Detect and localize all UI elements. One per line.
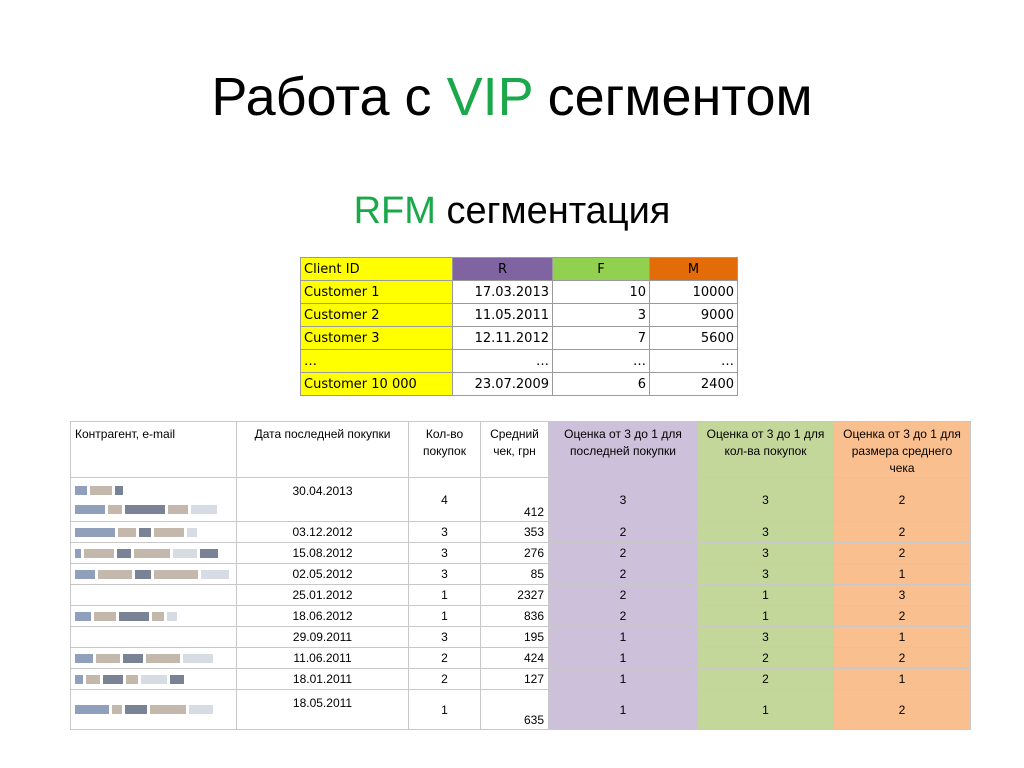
blurred-email-icon [75,705,232,714]
table-row [71,543,971,564]
rfm-cell-f: … [553,350,650,373]
table-row [301,304,738,327]
cell-f-score: 3 [698,627,834,648]
cell-m-score: 2 [834,522,971,543]
cell-avg: 195 [481,627,549,648]
table-row [71,606,971,627]
rfm-cell-m: 5600 [650,327,738,350]
cell-r-score: 3 [549,478,698,522]
redacted-contact [71,522,237,543]
slide-subtitle [0,186,1024,236]
cell-f-score: 3 [698,564,834,585]
cell-m-score: 2 [834,606,971,627]
redacted-contact [71,564,237,585]
cell-date: 18.06.2012 [237,606,409,627]
seg-header-name: Контрагент, e-mail [71,422,237,478]
subtitle-rest: сегментация [435,190,671,232]
blurred-email-icon [75,528,232,537]
cell-f-score: 2 [698,669,834,690]
cell-count: 3 [409,564,481,585]
cell-m-score: 1 [834,627,971,648]
rfm-cell-m: 10000 [650,281,738,304]
blurred-email-icon [75,675,232,684]
cell-count: 3 [409,522,481,543]
rfm-table [300,257,738,396]
cell-count: 2 [409,648,481,669]
rfm-cell-id: Customer 3 [301,327,453,350]
cell-f-score: 1 [698,606,834,627]
rfm-cell-id: Customer 2 [301,304,453,327]
cell-date: 15.08.2012 [237,543,409,564]
table-row [71,564,971,585]
rfm-cell-id: Customer 10 000 [301,373,453,396]
redacted-contact [71,627,237,648]
redacted-contact [71,585,237,606]
cell-avg: 412 [481,478,549,522]
cell-r-score: 1 [549,627,698,648]
blurred-email-icon [75,505,232,514]
table-row [301,281,738,304]
cell-f-score: 3 [698,543,834,564]
rfm-header-r: R [453,258,553,281]
blurred-name-icon [75,486,232,495]
rfm-cell-f: 3 [553,304,650,327]
rfm-cell-r: 12.11.2012 [453,327,553,350]
cell-r-score: 2 [549,543,698,564]
segmentation-table [70,421,971,730]
seg-header-date: Дата последней покупки [237,422,409,478]
rfm-cell-f: 10 [553,281,650,304]
blurred-email-icon [75,612,232,621]
cell-avg: 836 [481,606,549,627]
table-row [301,373,738,396]
seg-header-count: Кол-во покупок [409,422,481,478]
cell-date: 18.05.2011 [237,690,409,730]
seg-header-avg: Средний чек, грн [481,422,549,478]
table-row [71,478,971,522]
table-row [71,522,971,543]
rfm-cell-r: 11.05.2011 [453,304,553,327]
cell-avg: 127 [481,669,549,690]
cell-m-score: 3 [834,585,971,606]
table-row [71,669,971,690]
cell-m-score: 2 [834,478,971,522]
table-row [71,627,971,648]
rfm-cell-id: Customer 1 [301,281,453,304]
cell-m-score: 2 [834,690,971,730]
cell-date: 03.12.2012 [237,522,409,543]
cell-r-score: 2 [549,585,698,606]
cell-date: 11.06.2011 [237,648,409,669]
cell-date: 25.01.2012 [237,585,409,606]
cell-avg: 276 [481,543,549,564]
cell-avg: 424 [481,648,549,669]
seg-header-row [71,422,971,478]
cell-r-score: 1 [549,690,698,730]
rfm-header-row [301,258,738,281]
cell-r-score: 2 [549,522,698,543]
cell-count: 3 [409,627,481,648]
rfm-header-f: F [553,258,650,281]
cell-f-score: 2 [698,648,834,669]
redacted-contact [71,543,237,564]
redacted-contact [71,606,237,627]
blurred-email-icon [75,549,232,558]
cell-count: 2 [409,669,481,690]
cell-r-score: 2 [549,606,698,627]
rfm-cell-f: 6 [553,373,650,396]
rfm-header-id: Client ID [301,258,453,281]
slide-title [0,62,1024,132]
table-row [71,690,971,730]
title-before: Работа с [211,67,447,127]
rfm-cell-r: 23.07.2009 [453,373,553,396]
cell-m-score: 2 [834,543,971,564]
table-row [301,327,738,350]
seg-header-r-score: Оценка от 3 до 1 для последней покупки [549,422,698,478]
blurred-email-icon [75,570,232,579]
cell-count: 1 [409,690,481,730]
seg-header-m-score: Оценка от 3 до 1 для размера среднего чека [834,422,971,478]
cell-avg: 353 [481,522,549,543]
table-row [71,648,971,669]
cell-r-score: 2 [549,564,698,585]
redacted-contact [71,478,237,522]
cell-date: 18.01.2011 [237,669,409,690]
table-row [301,350,738,373]
subtitle-accent: RFM [353,190,436,232]
rfm-cell-id: … [301,350,453,373]
rfm-header-m: M [650,258,738,281]
cell-date: 30.04.2013 [237,478,409,522]
cell-f-score: 1 [698,690,834,730]
blurred-email-icon [75,654,232,663]
rfm-cell-m: 2400 [650,373,738,396]
title-accent: VIP [446,67,533,127]
cell-avg: 635 [481,690,549,730]
rfm-cell-m: 9000 [650,304,738,327]
cell-date: 29.09.2011 [237,627,409,648]
title-after: сегментом [532,67,813,127]
cell-avg: 85 [481,564,549,585]
cell-m-score: 1 [834,669,971,690]
rfm-cell-r: … [453,350,553,373]
cell-avg: 2327 [481,585,549,606]
cell-r-score: 1 [549,648,698,669]
cell-count: 4 [409,478,481,522]
cell-r-score: 1 [549,669,698,690]
redacted-contact [71,648,237,669]
cell-m-score: 1 [834,564,971,585]
cell-count: 3 [409,543,481,564]
cell-m-score: 2 [834,648,971,669]
seg-header-f-score: Оценка от 3 до 1 для кол-ва покупок [698,422,834,478]
rfm-cell-m: … [650,350,738,373]
table-row [71,585,971,606]
cell-f-score: 3 [698,522,834,543]
cell-date: 02.05.2012 [237,564,409,585]
redacted-contact [71,669,237,690]
cell-count: 1 [409,585,481,606]
cell-count: 1 [409,606,481,627]
rfm-cell-r: 17.03.2013 [453,281,553,304]
redacted-contact [71,690,237,730]
cell-f-score: 1 [698,585,834,606]
rfm-cell-f: 7 [553,327,650,350]
cell-f-score: 3 [698,478,834,522]
